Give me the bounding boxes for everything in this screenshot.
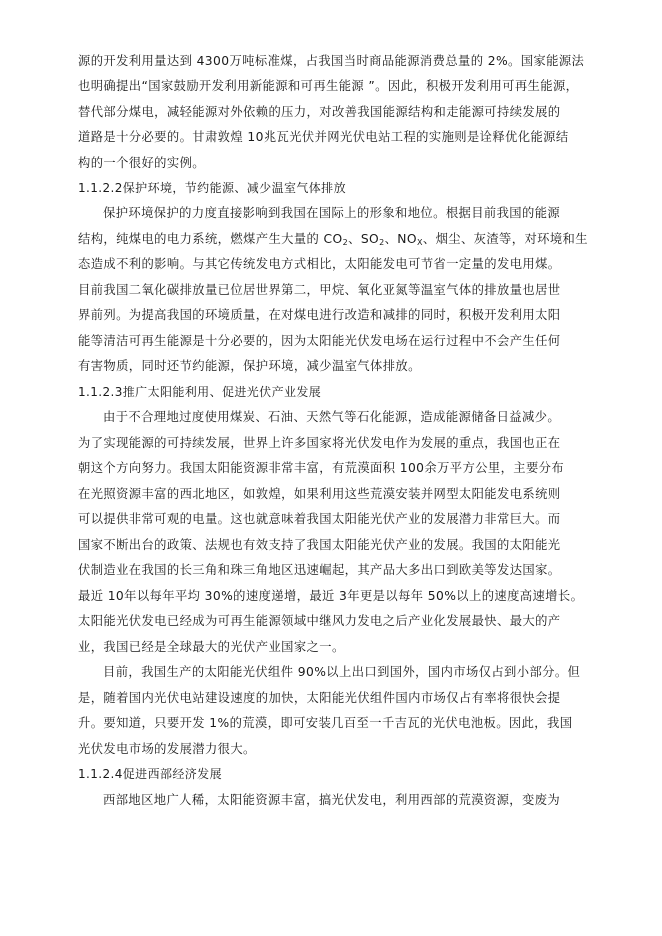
- text-line: 目前我国二氧化碳排放量已位居世界第二，甲烷、氧化亚氮等温室气体的排放量也居世: [78, 283, 561, 297]
- text-span: 结构，纯煤电的电力系统，燃煤产生大量的 CO: [78, 232, 343, 246]
- text-line: 伏制造业在我国的长三角和珠三角地区迅速崛起，其产品大多出口到欧美等发达国家。: [78, 563, 561, 577]
- text-line: 是，随着国内光伏电站建设速度的加快，太阳能光伏组件国内市场仅占有率将很快会提: [78, 691, 561, 705]
- text-line: 替代部分煤电，减轻能源对外依赖的压力，对改善我国能源结构和走能源可持续发展的: [78, 105, 561, 119]
- text-line: 在光照资源丰富的西北地区，如敦煌，如果利用这些荒漠安装并网型太阳能发电系统则: [78, 487, 561, 501]
- subscript: 2: [379, 238, 385, 247]
- text-line: 太阳能光伏发电已经成为可再生能源领域中继风力发电之后产业化发展最快、最大的产: [78, 614, 561, 628]
- text-line: 能等清洁可再生能源是十分必要的，因为太阳能光伏发电场在运行过程中不会产生任何: [78, 334, 561, 348]
- text-line: 源的开发利用量达到 4300万吨标准煤，占我国当时商品能源消费总量的 2%。国家能源法: [78, 54, 585, 68]
- text-line: 可以提供非常可观的电量。这也就意味着我国太阳能光伏产业的发展潜力非常巨大。而: [78, 512, 561, 526]
- subscript: 2: [342, 238, 349, 247]
- text-line: 构的一个很好的实例。: [78, 156, 205, 170]
- text-line: 国家不断出台的政策、法规也有效支持了我国太阳能光伏产业的发展。我国的太阳能光: [78, 538, 561, 552]
- text-span: 、烟尘、灰渣等，对环境和生: [422, 232, 588, 246]
- subscript: X: [416, 238, 423, 247]
- text-line: 升。要知道，只要开发 1%的荒漠，即可安装几百至一千吉瓦的光伏电池板。因此，我国: [78, 716, 573, 730]
- text-line: 光伏发电市场的发展潜力很大。: [78, 742, 256, 756]
- text-line: 也明确提出“国家鼓励开发利用新能源和可再生能源 ”。因此，积极开发利用可再生能源，: [78, 79, 579, 93]
- text-line: 有害物质，同时还节约能源，保护环境，减少温室气体排放。: [78, 359, 421, 373]
- text-line: 道路是十分必要的。甘肃敦煌 10兆瓦光伏并网光伏电站工程的实施则是诠释优化能源结: [78, 130, 569, 144]
- text-line: 目前，我国生产的太阳能光伏组件 90%以上出口到国外，国内市场仅占到小部分。但: [103, 665, 581, 679]
- section-heading: 1.1.2.3推广太阳能利用、促进光伏产业发展: [78, 385, 322, 399]
- section-heading: 1.1.2.4促进西部经济发展: [78, 767, 222, 781]
- text-line: 最近 10年以每年平均 30%的速度递增，最近 3年更是以每年 50%以上的速度高速增长。: [78, 589, 584, 603]
- text-line: 朝这个方向努力。我国太阳能资源非常丰富，有荒漠面积 100余万平方公里，主要分布: [78, 461, 565, 475]
- section-heading: 1.1.2.2保护环境，节约能源、减少温室气体排放: [78, 181, 346, 195]
- text-line: 为了实现能源的可持续发展，世界上许多国家将光伏发电作为发展的重点，我国也正在: [78, 436, 561, 450]
- text-span: 、NO: [384, 232, 417, 246]
- text-line: 由于不合理地过度使用煤炭、石油、天然气等石化能源，造成能源储备日益减少。: [103, 410, 561, 424]
- text-line: 态造成不利的影响。与其它传统发电方式相比，太阳能发电可节省一定量的发电用煤。: [78, 257, 561, 271]
- text-line: 西部地区地广人稀，太阳能资源丰富，搞光伏发电，利用西部的荒漠资源，变废为: [103, 793, 561, 807]
- text-line: 业，我国已经是全球最大的光伏产业国家之一。: [78, 640, 345, 654]
- text-line: 界前列。为提高我国的环境质量，在对煤电进行改造和减排的同时，积极开发利用太阳: [78, 308, 561, 322]
- text-line: 保护环境保护的力度直接影响到我国在国际上的形象和地位。根据目前我国的能源: [103, 206, 561, 220]
- text-line-formula: [78, 231, 588, 247]
- text-span: 、SO: [348, 232, 380, 246]
